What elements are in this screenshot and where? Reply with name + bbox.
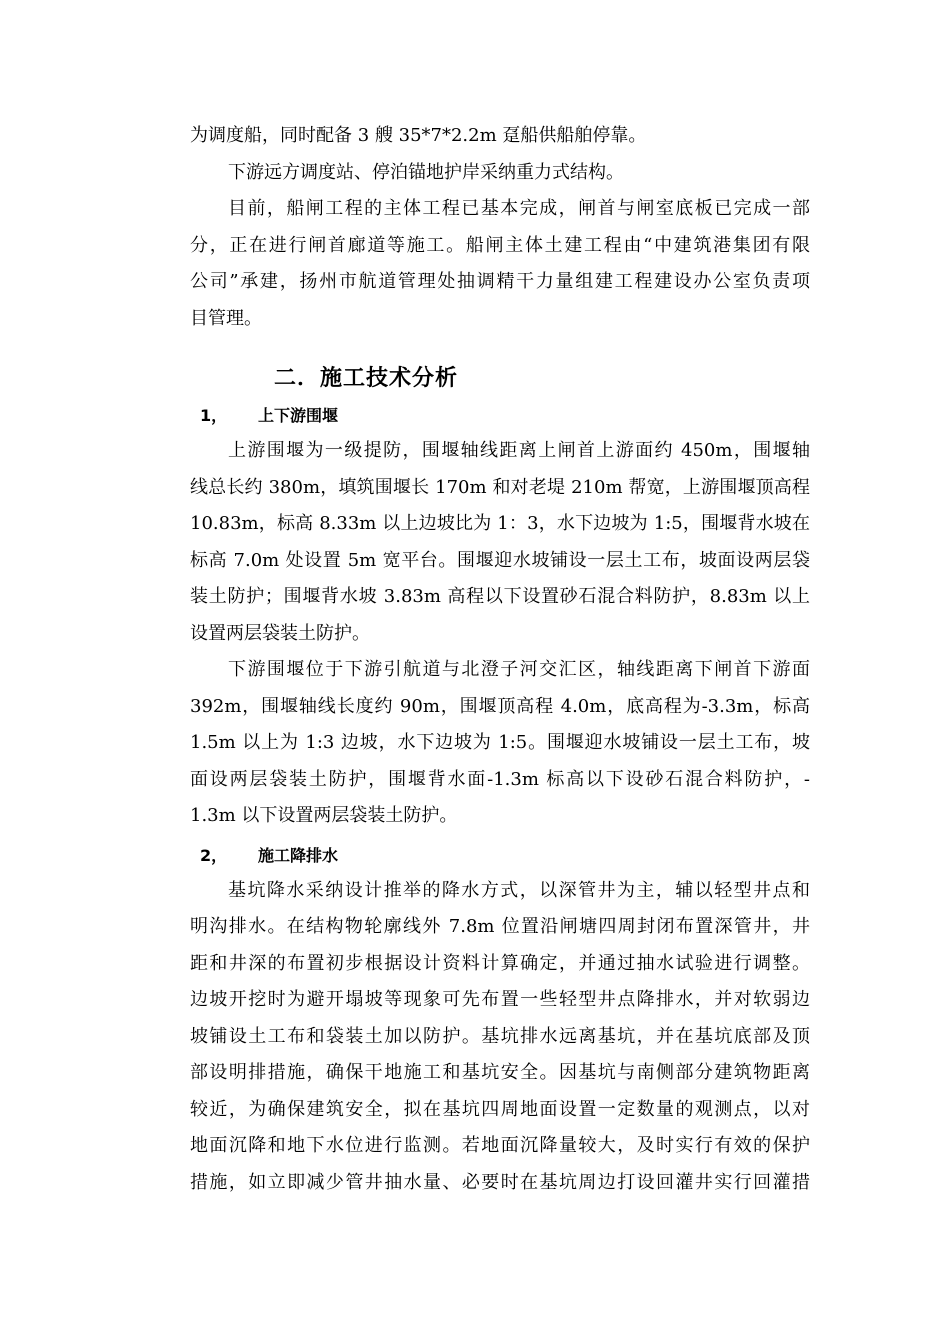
text-line: 线总长约 380m，填筑围堰长 170m 和对老堤 210m 帮宽，上游围堰顶高程	[190, 476, 810, 498]
text-line: 距和井深的布置初步根据设计资料计算确定，并通过抽水试验进行调整。	[190, 952, 810, 974]
text-line: 面设两层袋装土防护，围堰背水面-1.3m 标高以下设砂石混合料防护，-	[190, 768, 810, 790]
text-line: 目前，船闸工程的主体工程已基本完成，闸首与闸室底板已完成一部	[228, 198, 810, 219]
subsection-heading-2	[190, 839, 810, 873]
text-line: 设置两层袋装土防护。	[190, 622, 370, 644]
intro-paragraph	[190, 118, 810, 337]
text-line: 较近，为确保建筑安全，拟在基坑四周地面设置一定数量的观测点，以对	[190, 1098, 810, 1120]
text-line: 10.83m，标高 8.33m 以上边坡比为 1：3，水下边坡为 1:5，围堰背水坡在	[190, 513, 810, 534]
text-line: 明沟排水。在结构物轮廓线外 7.8m 位置沿闸塘四周封闭布置深管井，井	[190, 916, 810, 937]
subsection-title: 施工降排水	[258, 845, 339, 865]
section-title: 二．施工技术分析	[274, 366, 459, 391]
text-line: 坡铺设土工布和袋装土加以防护。基坑排水远离基坑，并在基坑底部及顶	[190, 1025, 810, 1047]
text-line: 为调度船，同时配备 3 艘 35*7*2.2m 趸船供船舶停靠。	[190, 125, 647, 146]
text-line: 公司”承建，扬州市航道管理处抽调精干力量组建工程建设办公室负责项	[190, 271, 810, 292]
text-line: 392m，围堰轴线长度约 90m，围堰顶高程 4.0m，底高程为-3.3m，标高	[190, 695, 810, 717]
paragraph-downstream-cofferdam	[190, 652, 810, 835]
text-line: 边坡开挖时为避开塌坡等现象可先布置一些轻型井点降排水，并对软弱边	[190, 989, 810, 1010]
text-line: 标高 7.0m 处设置 5m 宽平台。围堰迎水坡铺设一层土工布，坡面设两层袋	[190, 549, 810, 571]
subsection-number: 2，	[200, 845, 228, 865]
paragraph-upstream-cofferdam	[190, 433, 810, 652]
text-line: 1.5m 以上为 1:3 边坡，水下边坡为 1:5。围堰迎水坡铺设一层土工布，坡	[190, 732, 810, 753]
text-line: 1.3m 以下设置两层袋装土防护。	[190, 805, 458, 826]
text-line: 下游远方调度站、停泊锚地护岸采纳重力式结构。	[228, 161, 624, 183]
subsection-heading-1	[190, 399, 810, 433]
text-line: 分，正在进行闸首廊道等施工。船闸主体土建工程由“中建筑港集团有限	[190, 234, 810, 256]
text-line: 措施，如立即减少管井抽水量、必要时在基坑周边打设回灌井实行回灌措	[190, 1171, 810, 1193]
paragraph-dewatering	[190, 873, 810, 1202]
text-line: 下游围堰位于下游引航道与北澄子河交汇区，轴线距离下闸首下游面	[228, 659, 810, 680]
subsection-title: 上下游围堰	[258, 406, 339, 425]
subsection-number: 1，	[200, 406, 228, 425]
text-line: 部设明排措施，确保干地施工和基坑安全。因基坑与南侧部分建筑物距离	[190, 1062, 810, 1083]
text-line: 目管理。	[190, 307, 262, 329]
text-line: 基坑降水采纳设计推举的降水方式，以深管井为主，辅以轻型井点和	[228, 879, 810, 901]
text-line: 地面沉降和地下水位进行监测。若地面沉降量较大，及时实行有效的保护	[190, 1135, 810, 1156]
text-line: 装土防护；围堰背水坡 3.83m 高程以下设置砂石混合料防护，8.83m 以上	[190, 586, 810, 607]
document-body	[190, 118, 810, 1201]
text-line: 上游围堰为一级提防，围堰轴线距离上闸首上游面约 450m，围堰轴	[228, 440, 810, 461]
